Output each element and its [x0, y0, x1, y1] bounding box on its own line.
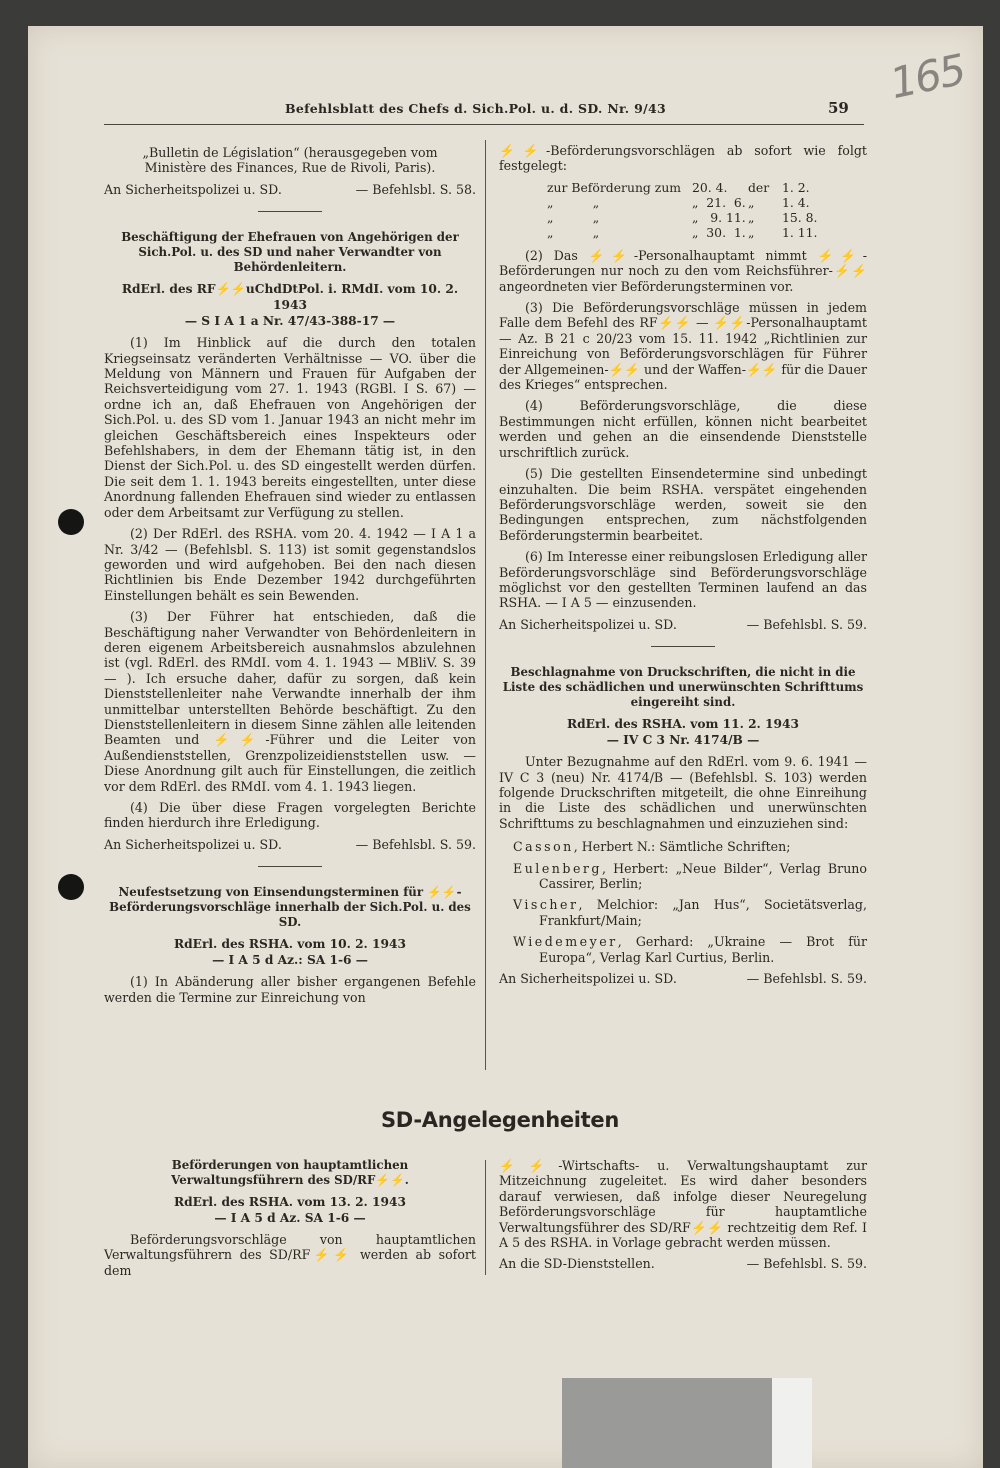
white-calibration-card [772, 1378, 812, 1468]
signature-left: An Sicherheitspolizei u. SD. [499, 616, 677, 632]
signature-right: — Befehlsbl. S. 58. [355, 181, 476, 197]
section-reference: RdErl. des RF⚡⚡uChdDtPol. i. RMdI. vom 10. 2. 1943 [121, 282, 459, 313]
section-title: Beförderungen von hauptamtlichen Verwaltungsführern des SD/RF⚡⚡. [171, 1158, 409, 1187]
column-divider-sd [485, 1160, 486, 1275]
section-reference: RdErl. des RSHA. vom 10. 2. 1943 [174, 937, 406, 952]
paragraph: (5) Die gestellten Einsendetermine sind unbedingt einzuhalten. Die beim RSHA. verspätet eingehenden Beförderungsvorschläge werden, soweit sie den Bedingungen entsprechen, zum nächstfolgenden Beförderungstermin bearbeitet. [499, 466, 867, 543]
paragraph: Beförderungsvorschläge von hauptamtlichen Verwaltungsführern des SD/RF⚡⚡ werden ab sofort dem [104, 1232, 476, 1278]
separator [651, 646, 715, 647]
signature-left: An Sicherheitspolizei u. SD. [104, 836, 282, 852]
separator [258, 211, 322, 212]
header-rule [104, 124, 864, 125]
list-item: Casson, Herbert N.: Sämtliche Schriften; [513, 839, 791, 855]
page-number: 59 [828, 99, 849, 117]
table-row: „ „ „ 9. 11. „ 15. 8. [547, 209, 818, 225]
left-column [104, 145, 476, 1011]
section-reference-number: — S I A 1 a Nr. 47/43-388-17 — [184, 314, 396, 329]
list-item: Eulenberg, Herbert: „Neue Bilder“, Verlag Bruno Cassirer, Berlin; [513, 860, 867, 891]
signature-right: — Befehlsbl. S. 59. [746, 1256, 867, 1272]
paragraph: (6) Im Interesse einer reibungslosen Erledigung aller Beförderungsvorschläge sind Beförderungsvorschläge möglichst vor den gestellten Terminen laufend an das RSHA. — I A 5 — einzusenden. [499, 549, 867, 611]
paragraph: (1) In Abänderung aller bisher ergangenen Befehle werden die Termine zur Einreichung von [104, 974, 476, 1005]
section-reference-number: — I A 5 d Az.: SA 1-6 — [212, 953, 368, 968]
separator [258, 866, 322, 867]
signature-line [499, 1256, 867, 1271]
paragraph: (3) Die Beförderungsvorschläge müssen in jedem Falle dem Befehl des RF⚡⚡ — ⚡⚡-Personalhauptamt — Az. B 21 c 20/23 vom 15. 11. 1942 „Richtlinien zur Einreichung von Beförderungsvorschlägen für Führer der Allgemeinen-⚡⚡ und der Waffen-⚡⚡ für die Dauer des Krieges“ entsprechen. [499, 300, 867, 393]
intro-paragraph: „Bulletin de Législation“ (herausgegeben vom Ministère des Finances, Rue de Rivoli, Paris). [142, 145, 438, 176]
handwritten-number: 165 [885, 44, 969, 109]
signature-right: — Befehlsbl. S. 59. [746, 971, 867, 987]
paragraph: (4) Die über diese Fragen vorgelegten Berichte finden hierdurch ihre Erledigung. [104, 800, 476, 831]
table-row: zur Beförderung zum 20. 4. der 1. 2. [547, 179, 810, 195]
section-reference: RdErl. des RSHA. vom 11. 2. 1943 [567, 717, 799, 732]
signature-left: An Sicherheitspolizei u. SD. [499, 971, 677, 987]
paragraph: (4) Beförderungsvorschläge, die diese Bestimmungen nicht erfüllen, können nicht bearbeitet werden und gehen an die einsendende Dienststelle urschriftlich zurück. [499, 398, 867, 460]
section-reference-number: — IV C 3 Nr. 4174/B — [606, 733, 760, 748]
gray-calibration-card [562, 1378, 772, 1468]
section-title: Neufestsetzung von Einsendungsterminen für ⚡⚡-Beförderungsvorschläge innerhalb der Sich.Pol. u. des SD. [109, 885, 471, 930]
paragraph: (2) Das ⚡⚡-Personalhauptamt nimmt ⚡⚡-Beförderungen nur noch zu den vom Reichsführer-⚡⚡ angeordneten vier Beförderungsterminen vor. [499, 247, 867, 294]
section-heading-sd: SD-Angelegenheiten [380, 1108, 620, 1132]
promotion-table [499, 180, 867, 240]
signature-line [104, 837, 476, 852]
paragraph: ⚡⚡-Wirtschafts- u. Verwaltungshauptamt zur Mitzeichnung zugeleitet. Es wird daher besonders darauf verwiesen, daß infolge dieser Neuregelung Beförderungsvorschläge für hauptamtliche Verwaltungsführer des SD/RF⚡⚡ rechtzeitig dem Ref. I A 5 des RSHA. in Vorlage gebracht werden müssen. [499, 1158, 867, 1251]
paragraph: (1) Im Hinblick auf die durch den totalen Kriegseinsatz veränderten Verhältnisse — VO. über die Meldung von Männern und Frauen für Aufgaben der Reichsverteidigung vom 27. 1. 1943 (RGBl. I S. 67) — ordne ich an, daß Ehefrauen von Angehörigen der Sich.Pol. u. des SD vom 1. Januar 1943 an nicht mehr im gleichen Geschäftsbereich eines Inspekteurs oder Befehlshabers, in dem der Ehemann tätig ist, in den Dienst der Sich.Pol. u. des SD eingestellt werden dürfen. Die seit dem 1. 1. 1943 bereits eingestellten, unter diese Anordnung fallenden Ehefrauen sind wieder zu entlassen oder dem Arbeitsamt zur Verfügung zu stellen. [104, 335, 476, 520]
table-row: „ „ „ 21. 6. „ 1. 4. [547, 194, 810, 210]
paragraph: (2) Der RdErl. des RSHA. vom 20. 4. 1942 — I A 1 a Nr. 3/42 — (Befehlsbl. S. 113) ist somit gegenstandslos geworden und wird aufgehoben. Bei den nach diesen Richtlinien bis Ende Dezember 1942 durchgeführten Einstellungen behält es sein Bewenden. [104, 526, 476, 603]
punch-hole-top [58, 509, 84, 535]
sd-right-column [499, 1158, 867, 1282]
signature-left: An die SD-Dienststellen. [499, 1256, 655, 1272]
paragraph: (3) Der Führer hat entschieden, daß die Beschäftigung naher Verwandter von Behördenleitern in deren eigenem Arbeitsbereich ausnahmslos abzulehnen ist (vgl. RdErl. des RMdI. vom 4. 1. 1943 — MBliV. S. 39 — ). Ich ersuche daher, dafür zu sorgen, daß kein Dienststellenleiter nahe Verwandte innerhalb der ihm unmittelbar unterstellten Behörde beschäftigt. Zu den Dienststellenleitern in diesem Sinne zählen alle leitenden Beamten und ⚡⚡-Führer und die Leiter von Außendienststellen, Grenzpolizeidienststellen usw. — Diese Anordnung gilt auch für Einstellungen, die zeitlich vor dem RdErl. des RMdI. vom 4. 1. 1943 liegen. [104, 609, 476, 794]
column-divider [485, 140, 486, 1070]
signature-line [499, 971, 867, 986]
signature-right: — Befehlsbl. S. 59. [746, 616, 867, 632]
sd-left-column [104, 1158, 476, 1284]
paragraph: Unter Bezugnahme auf den RdErl. vom 9. 6. 1941 — IV C 3 (neu) Nr. 4174/B — (Befehlsbl. S. 103) werden folgende Druckschriften mitgeteilt, die ohne Einreihung in die Liste des schädlichen und unerwünschten Schrifttums zu beschlagnahmen und einzuziehen sind: [499, 754, 867, 831]
section-reference-number: — I A 5 d Az. SA 1-6 — [214, 1211, 366, 1225]
section-reference: RdErl. des RSHA. vom 13. 2. 1943 [174, 1195, 406, 1209]
section-title: Beschäftigung der Ehefrauen von Angehörigen der Sich.Pol. u. des SD und naher Verwandter von Behördenleitern. [121, 230, 459, 275]
signature-left: An Sicherheitspolizei u. SD. [104, 181, 282, 197]
signature-right: — Befehlsbl. S. 59. [355, 836, 476, 852]
paragraph: ⚡⚡-Beförderungsvorschlägen ab sofort wie folgt festgelegt: [499, 143, 867, 174]
right-column [499, 143, 867, 996]
punch-hole-bottom [58, 874, 84, 900]
signature-line [499, 617, 867, 632]
signature-line [104, 182, 476, 197]
list-item: Vischer, Melchior: „Jan Hus“, Societätsverlag, Frankfurt/Main; [513, 897, 867, 928]
list-item: Wiedemeyer, Gerhard: „Ukraine — Brot für Europa“, Verlag Karl Curtius, Berlin. [513, 934, 867, 965]
header-title: Befehlsblatt des Chefs d. Sich.Pol. u. d. SD. Nr. 9/43 [285, 101, 666, 116]
section-title: Beschlagnahme von Druckschriften, die nicht in die Liste des schädlichen und unerwünschten Schrifttums eingereiht sind. [502, 665, 864, 710]
publication-list [499, 839, 867, 965]
table-row: „ „ „ 30. 1. „ 1. 11. [547, 224, 818, 240]
